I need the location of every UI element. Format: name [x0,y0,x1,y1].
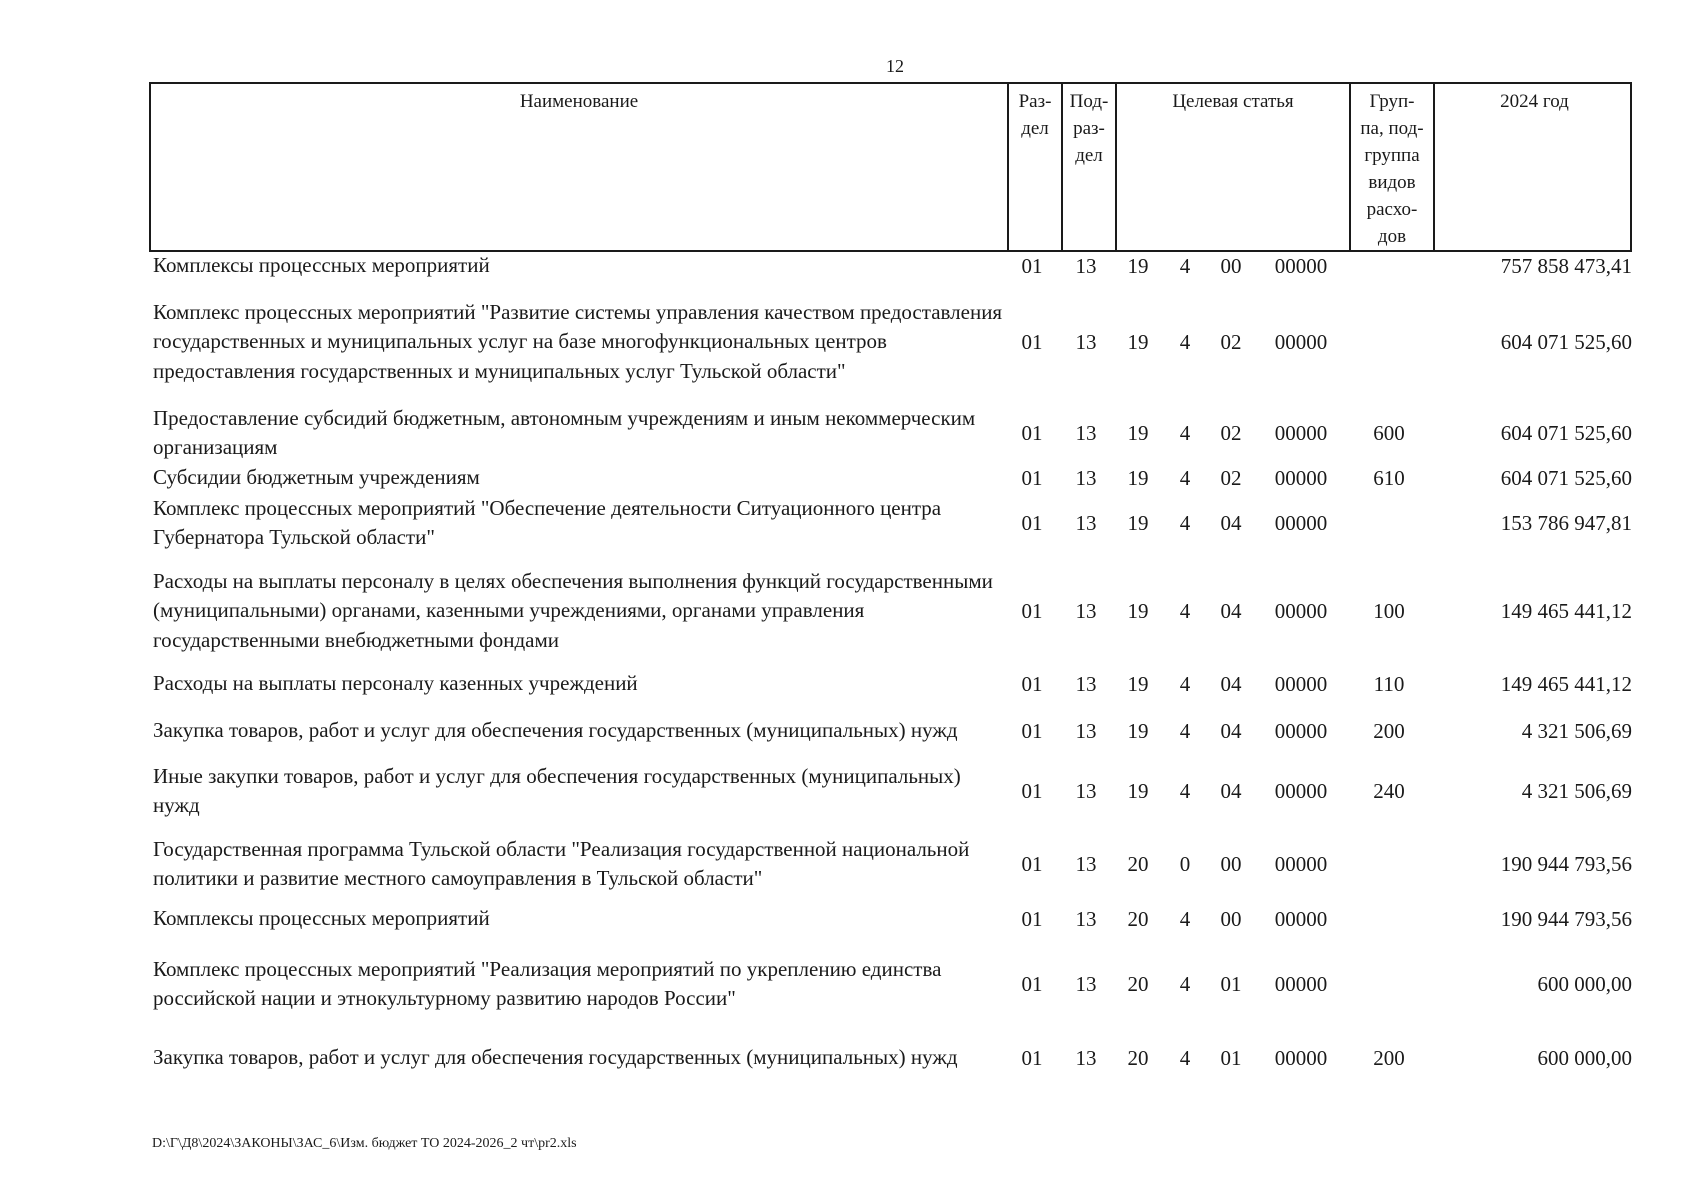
row-pr: 13 [1075,851,1097,876]
row-c1: 19 [1127,329,1149,354]
row-c4: 00000 [1274,906,1328,931]
table-row [149,566,1632,656]
table-row [149,834,1632,894]
header-podrazdel-line3: дел [1075,145,1103,166]
table-row [149,403,1632,463]
row-amount: 4 321 506,69 [1521,778,1632,803]
row-c3: 02 [1220,465,1242,490]
row-c3: 00 [1220,851,1242,876]
table-row [149,954,1632,1014]
row-c4: 00000 [1274,971,1328,996]
row-c4: 00000 [1274,671,1328,696]
row-amount: 604 071 525,60 [1500,465,1632,490]
row-c2: 4 [1179,718,1191,743]
row-c4: 00000 [1274,253,1328,278]
row-c3: 00 [1220,253,1242,278]
header-name [151,84,1007,250]
row-amount: 149 465 441,12 [1500,598,1632,623]
row-name: Расходы на выплаты персоналу в целях обеспечения выполнения функций государственными (муниципальными) органами, казенными учреждениями, органами управления государственными внебюджетными фондами [153,568,993,652]
row-c4: 00000 [1274,718,1328,743]
table-row [149,701,1632,761]
row-rz: 01 [1021,851,1043,876]
row-c4: 00000 [1274,510,1328,535]
table-row [149,761,1632,821]
row-c1: 20 [1127,851,1149,876]
row-vr: 100 [1373,598,1405,623]
header-gruppa-line1: Груп- [1369,91,1415,112]
row-pr: 13 [1075,598,1097,623]
row-c1: 19 [1127,778,1149,803]
row-c2: 4 [1179,598,1191,623]
header-gruppa-line6: дов [1377,226,1407,247]
row-amount: 190 944 793,56 [1500,906,1632,931]
file-path-footer: D:\Г\Д8\2024\ЗАКОНЫ\ЗАС_6\Изм. бюджет ТО 2024-2026_2 чт\pr2.xls [152,1136,577,1151]
row-c4: 00000 [1274,420,1328,445]
row-vr: 240 [1373,778,1405,803]
row-name: Комплексы процессных мероприятий [153,906,490,931]
row-pr: 13 [1075,718,1097,743]
row-pr: 13 [1075,420,1097,445]
row-name: Комплекс процессных мероприятий "Развитие системы управления качеством предоставления государственных и муниципальных услуг на базе многофункциональных центров предоставления государственных и муниципальных услуг Тульской области" [153,299,1003,383]
row-c3: 04 [1220,598,1242,623]
row-rz: 01 [1021,510,1043,535]
row-c3: 04 [1220,671,1242,696]
row-rz: 01 [1021,253,1043,278]
row-c1: 20 [1127,971,1149,996]
row-rz: 01 [1021,598,1043,623]
row-c4: 00000 [1274,465,1328,490]
row-pr: 13 [1075,465,1097,490]
row-name: Комплексы процессных мероприятий [153,253,490,278]
row-pr: 13 [1075,671,1097,696]
row-c2: 4 [1179,420,1191,445]
header-podrazdel [1061,84,1115,250]
row-c2: 4 [1179,1045,1191,1070]
row-amount: 190 944 793,56 [1500,851,1632,876]
table-row [149,493,1632,553]
row-c4: 00000 [1274,329,1328,354]
row-c2: 4 [1179,671,1191,696]
row-pr: 13 [1075,971,1097,996]
row-c3: 04 [1220,510,1242,535]
header-podrazdel-line1: Под- [1069,91,1109,112]
header-celevaya-text: Целевая статья [1172,91,1294,112]
row-pr: 13 [1075,510,1097,535]
row-name: Предоставление субсидий бюджетным, автономным учреждениям и иным некоммерческим организациям [153,405,976,459]
row-c2: 4 [1179,253,1191,278]
header-razdel-line2: дел [1021,118,1049,139]
header-gruppa [1349,84,1433,250]
row-rz: 01 [1021,465,1043,490]
row-c3: 02 [1220,329,1242,354]
row-vr: 110 [1373,671,1405,696]
row-name: Комплекс процессных мероприятий "Реализация мероприятий по укреплению единства российской нации и этнокультурному развитию народов России" [153,956,942,1010]
row-c1: 19 [1127,671,1149,696]
table-row [149,1028,1632,1088]
row-c3: 01 [1220,1045,1242,1070]
header-year-text: 2024 год [1500,91,1569,112]
row-name: Государственная программа Тульской области "Реализация государственной национальной политики и развитие местного самоуправления в Тульской области" [153,836,970,890]
header-year [1433,84,1634,250]
row-pr: 13 [1075,253,1097,278]
header-gruppa-line2: па, под- [1360,118,1424,139]
table-row [149,463,1632,493]
row-c3: 01 [1220,971,1242,996]
row-vr: 200 [1373,1045,1405,1070]
row-name: Комплекс процессных мероприятий "Обеспечение деятельности Ситуационного центра Губернатора Тульской области" [153,495,942,549]
row-name: Субсидии бюджетным учреждениям [153,465,480,490]
row-c2: 4 [1179,971,1191,996]
row-vr: 610 [1373,465,1405,490]
row-c3: 04 [1220,778,1242,803]
row-amount: 757 858 473,41 [1500,253,1632,278]
row-pr: 13 [1075,906,1097,931]
row-name: Иные закупки товаров, работ и услуг для обеспечения государственных (муниципальных) нужд [153,763,961,817]
row-c3: 02 [1220,420,1242,445]
row-c4: 00000 [1274,778,1328,803]
row-amount: 604 071 525,60 [1500,420,1632,445]
row-amount: 600 000,00 [1537,971,1632,996]
header-celevaya [1115,84,1349,250]
row-c1: 19 [1127,465,1149,490]
row-rz: 01 [1021,329,1043,354]
row-c1: 20 [1127,906,1149,931]
header-podrazdel-line2: раз- [1073,118,1105,139]
row-c2: 0 [1179,851,1191,876]
row-c1: 19 [1127,510,1149,535]
row-pr: 13 [1075,329,1097,354]
row-amount: 604 071 525,60 [1500,329,1632,354]
table-row [149,251,1632,281]
row-c4: 00000 [1274,1045,1328,1070]
row-c2: 4 [1179,510,1191,535]
header-gruppa-line4: видов [1368,172,1416,193]
row-c4: 00000 [1274,598,1328,623]
row-amount: 600 000,00 [1537,1045,1632,1070]
table-row [149,283,1632,401]
row-name: Расходы на выплаты персоналу казенных учреждений [153,671,638,696]
table-row [149,669,1632,699]
header-gruppa-line3: группа [1364,145,1420,166]
header-gruppa-line5: расхо- [1366,199,1418,220]
row-c3: 00 [1220,906,1242,931]
row-c4: 00000 [1274,851,1328,876]
page-number: 12 [886,56,904,76]
row-rz: 01 [1021,718,1043,743]
table-header [149,82,1632,252]
row-c1: 19 [1127,253,1149,278]
header-razdel [1007,84,1061,250]
row-rz: 01 [1021,906,1043,931]
row-c2: 4 [1179,906,1191,931]
row-pr: 13 [1075,1045,1097,1070]
row-rz: 01 [1021,1045,1043,1070]
row-c1: 19 [1127,718,1149,743]
row-c1: 20 [1127,1045,1149,1070]
row-name: Закупка товаров, работ и услуг для обеспечения государственных (муниципальных) нужд [153,718,958,743]
row-rz: 01 [1021,971,1043,996]
row-c2: 4 [1179,465,1191,490]
row-amount: 149 465 441,12 [1500,671,1632,696]
row-pr: 13 [1075,778,1097,803]
row-rz: 01 [1021,778,1043,803]
row-amount: 153 786 947,81 [1500,510,1632,535]
row-c2: 4 [1179,778,1191,803]
row-rz: 01 [1021,420,1043,445]
row-vr: 600 [1373,420,1405,445]
row-rz: 01 [1021,671,1043,696]
row-name: Закупка товаров, работ и услуг для обеспечения государственных (муниципальных) нужд [153,1045,958,1070]
row-c2: 4 [1179,329,1191,354]
row-c3: 04 [1220,718,1242,743]
header-razdel-line1: Раз- [1018,91,1052,112]
row-c1: 19 [1127,420,1149,445]
table-row [149,904,1632,934]
header-name-text: Наименование [519,91,639,112]
row-amount: 4 321 506,69 [1521,718,1632,743]
row-c1: 19 [1127,598,1149,623]
row-vr: 200 [1373,718,1405,743]
